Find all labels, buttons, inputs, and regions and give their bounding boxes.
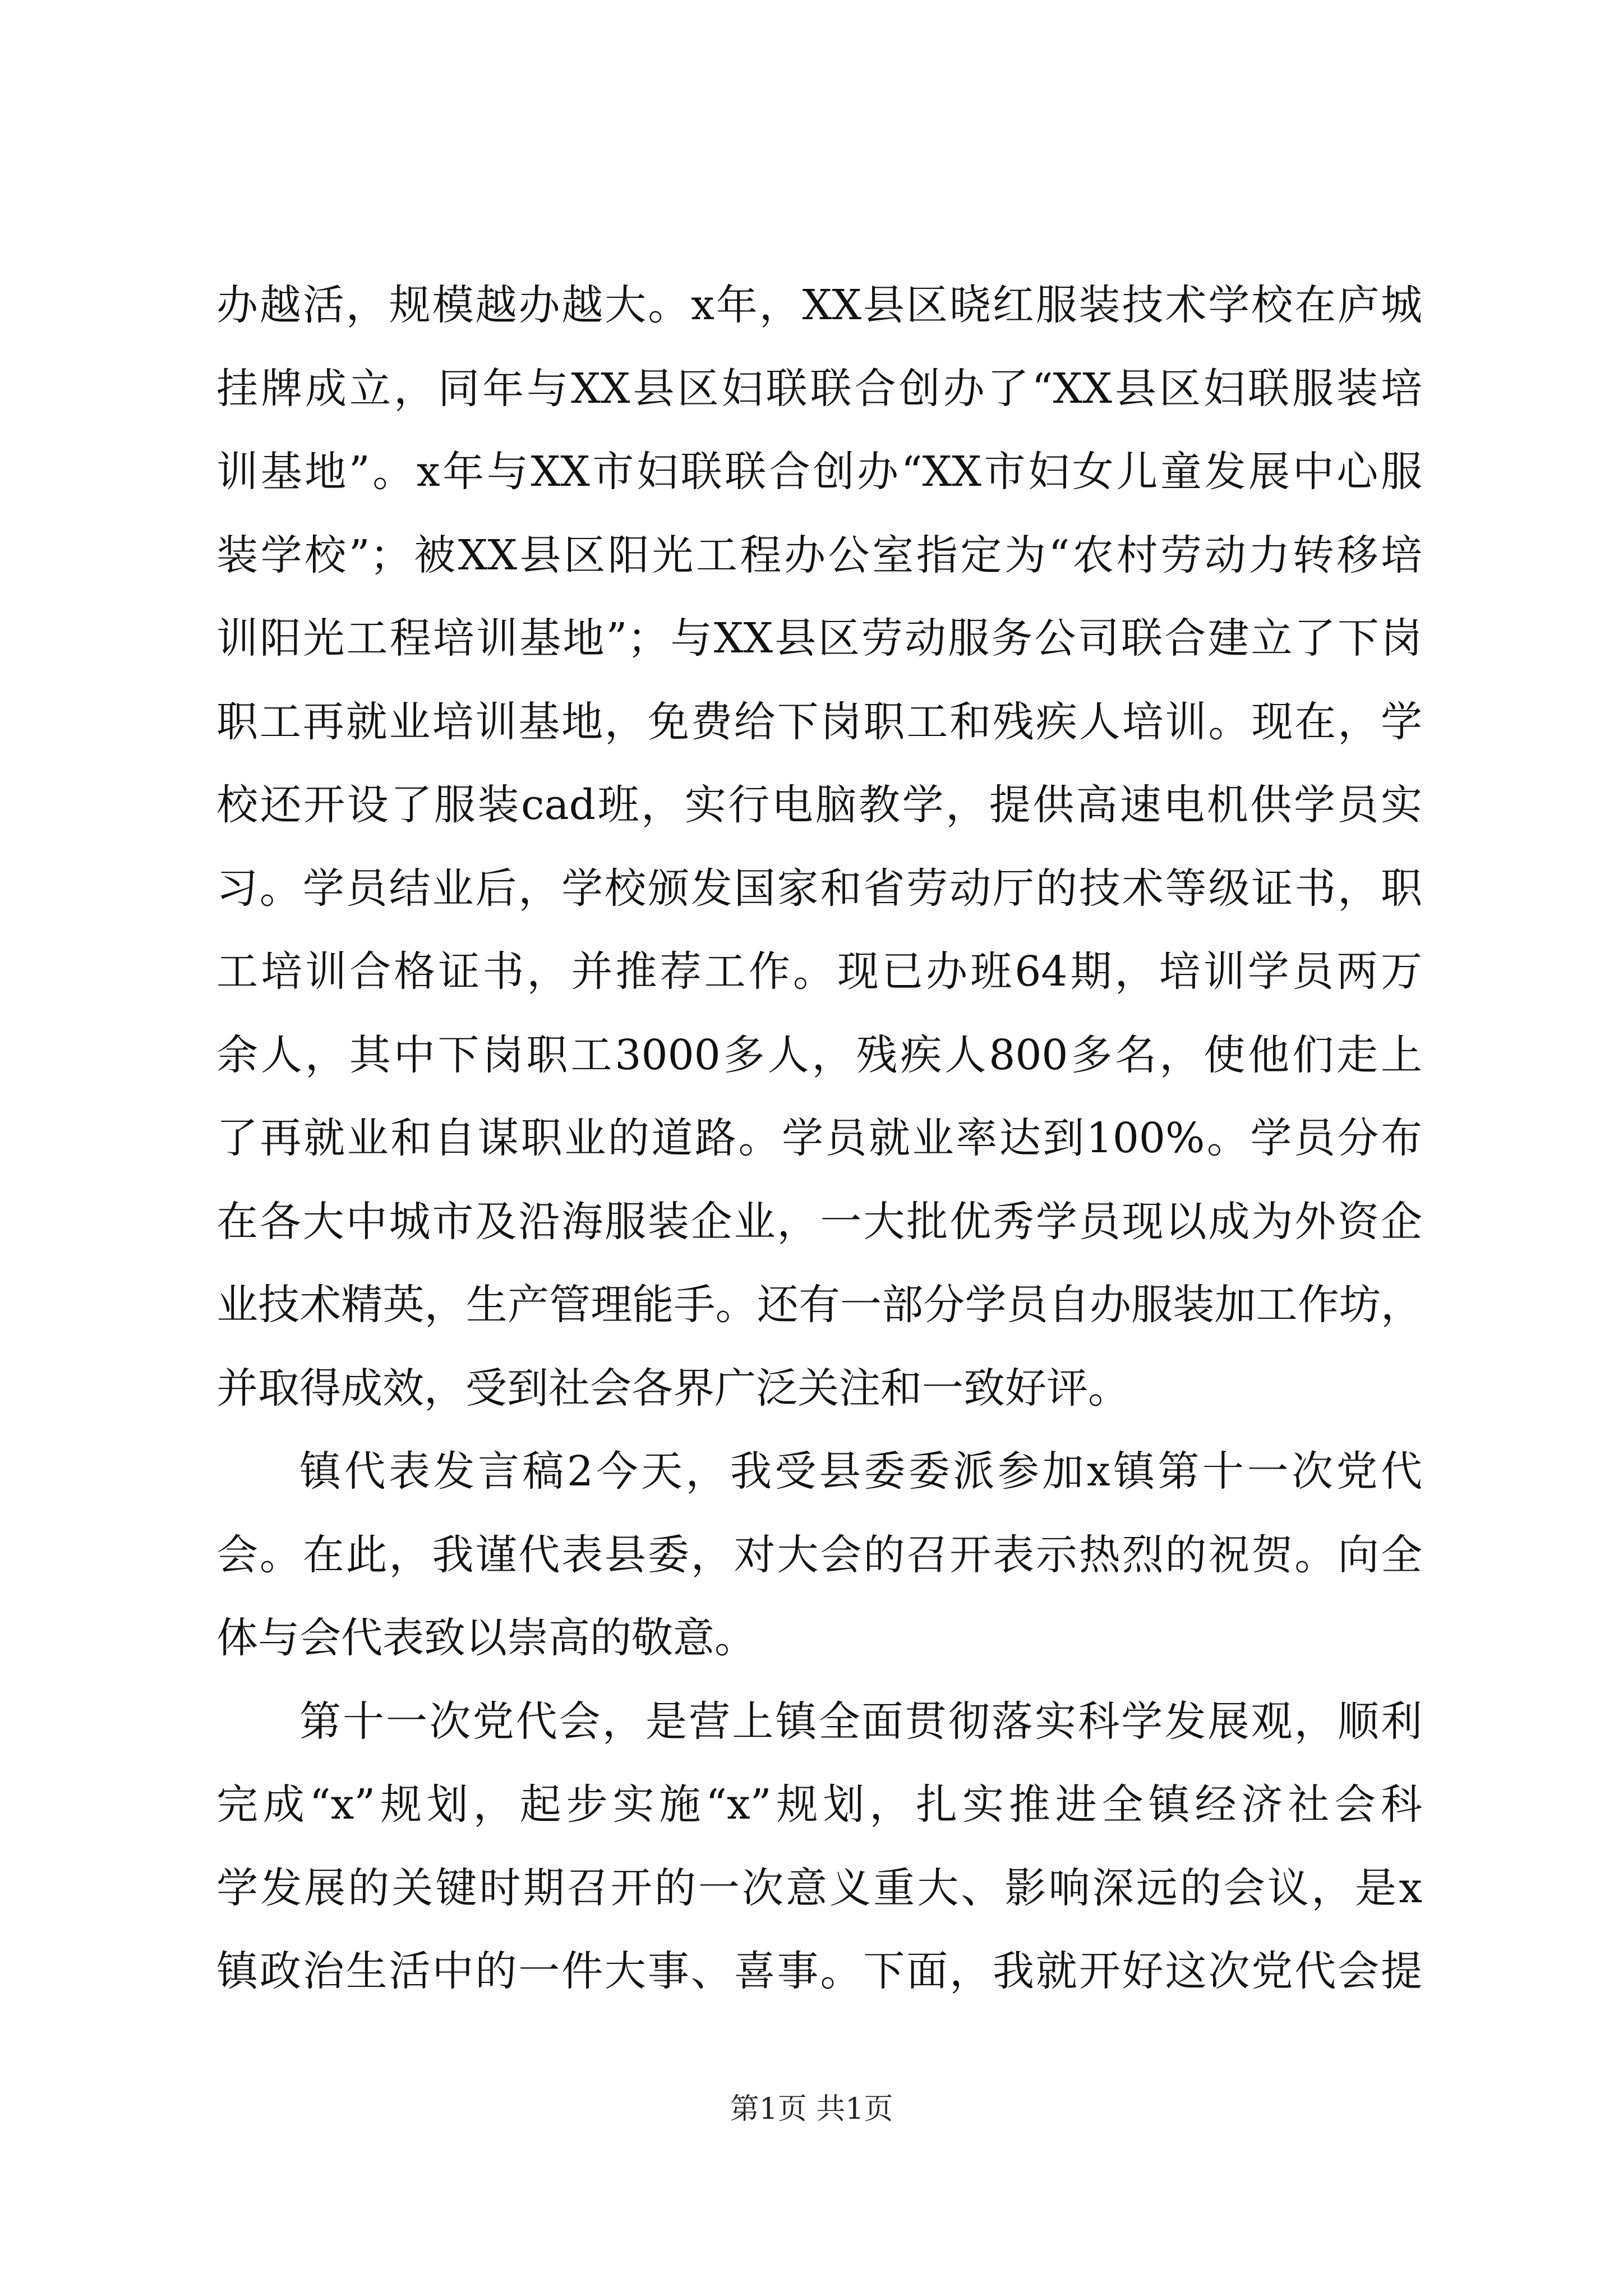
text-line: 第十一次党代会，是营上镇全面贯彻落实科学发展观，顺利: [299, 1697, 1422, 1746]
text-line: 体与会代表致以崇高的敬意。: [216, 1614, 756, 1662]
text-line: 挂牌成立，同年与XX县区妇联联合创办了“XX县区妇联服装培: [216, 364, 1422, 413]
paragraph-3: [216, 1680, 1422, 2013]
text-line: 装学校”；被XX县区阳光工程办公室指定为“农村劳动力转移培: [216, 531, 1422, 579]
page-footer: [0, 2090, 1623, 2129]
text-line: 习。学员结业后，学校颁发国家和省劳动厅的技术等级证书，职: [216, 864, 1422, 913]
text-line: 镇政治生活中的一件大事、喜事。下面，我就开好这次党代会提: [216, 1947, 1422, 1995]
paragraph-1: [216, 264, 1422, 1430]
text-line: 并取得成效，受到社会各界广泛关注和一致好评。: [216, 1364, 1129, 1412]
text-line: 镇代表发言稿2今天，我受县委委派参加x镇第十一次党代: [299, 1447, 1422, 1496]
text-line: 职工再就业培训基地，免费给下岗职工和残疾人培训。现在，学: [216, 697, 1422, 746]
text-line: 在各大中城市及沿海服装企业，一大批优秀学员现以成为外资企: [216, 1197, 1422, 1246]
text-line: 完成“x”规划，起步实施“x”规划，扎实推进全镇经济社会科: [216, 1780, 1422, 1829]
text-line: 学发展的关键时期召开的一次意义重大、影响深远的会议，是x: [216, 1864, 1422, 1912]
paragraph-2: [216, 1430, 1422, 1680]
text-line: 校还开设了服装cad班，实行电脑教学，提供高速电机供学员实: [216, 781, 1422, 829]
page-number-label: 第1页 共1页: [730, 2092, 893, 2126]
text-line: 余人，其中下岗职工3000多人，残疾人800多名，使他们走上: [216, 1030, 1422, 1079]
text-line: 训阳光工程培训基地”；与XX县区劳动服务公司联合建立了下岗: [216, 614, 1422, 662]
text-line: 办越活，规模越办越大。x年，XX县区晓红服装技术学校在庐城: [216, 281, 1422, 329]
text-line: 业技术精英，生产管理能手。还有一部分学员自办服装加工作坊，: [216, 1281, 1422, 1329]
text-line: 工培训合格证书，并推荐工作。现已办班64期，培训学员两万: [216, 947, 1422, 996]
text-line: 训基地”。x年与XX市妇联联合创办“XX市妇女儿童发展中心服: [216, 448, 1422, 496]
text-line: 了再就业和自谋职业的道路。学员就业率达到100%。学员分布: [216, 1114, 1422, 1162]
text-line: 会。在此，我谨代表县委，对大会的召开表示热烈的祝贺。向全: [216, 1530, 1422, 1579]
document-body: [216, 264, 1422, 2013]
